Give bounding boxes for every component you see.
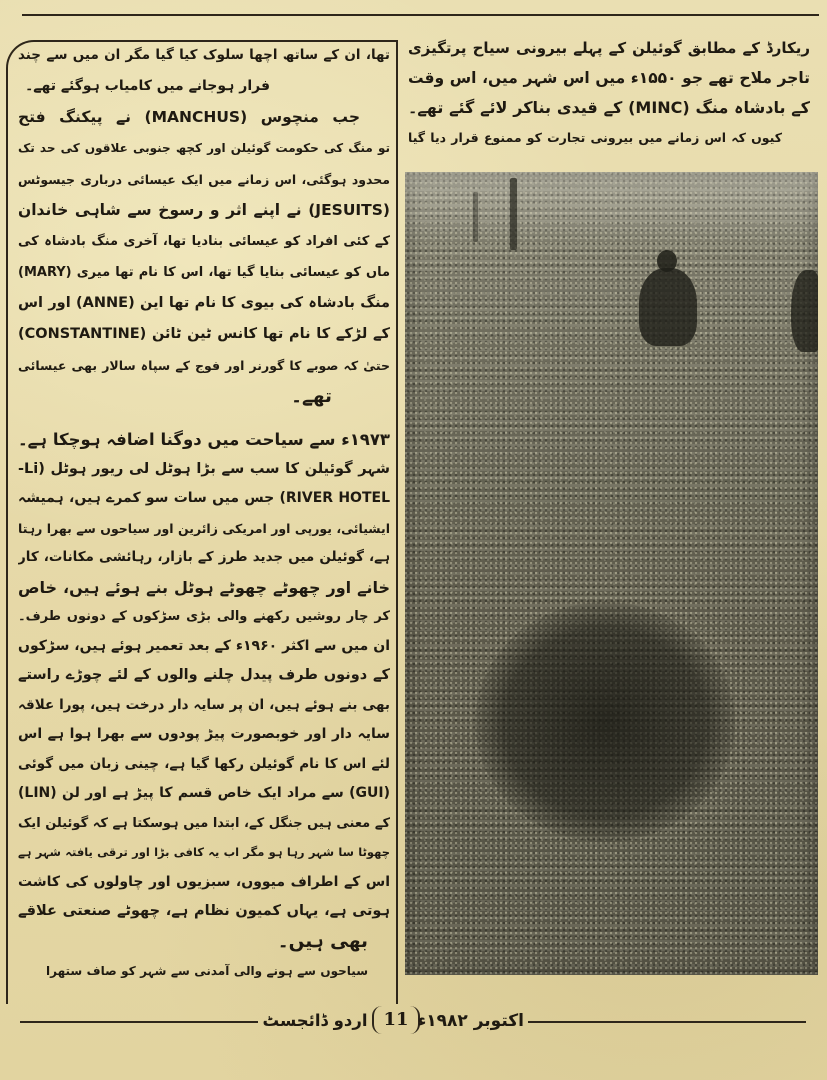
text-line: بھی ہیں۔ <box>277 930 368 952</box>
paragraph <box>18 957 390 987</box>
text-line: فرار ہوجانے میں کامیاب ہوگئے تھے۔ <box>25 78 270 94</box>
text-line: ہے، گوئیلن میں جدید طرز کے بازار، رہائشی مکانات، کار <box>18 549 390 565</box>
page-number: 11 <box>372 1006 420 1034</box>
footer-rule <box>20 1021 258 1023</box>
text-line: لئے اس کا نام گوئیلن رکھا گیا ہے، چینی زبان میں گوئی <box>18 755 390 772</box>
footer-date: اکتوبر ۱۹۸۲ء <box>417 1011 524 1031</box>
text-line: تھے۔ <box>291 386 332 407</box>
text-line: تھا، ان کے ساتھ اچھا سلوک کیا گیا مگر ان میں سے چند <box>18 47 390 63</box>
footer-magazine-name: اردو ڈائجسٹ <box>262 1011 368 1030</box>
photo-background-band <box>405 172 818 242</box>
text-line: ۱۹۷۳ء سے سیاحت میں دوگنا اضافہ ہوچکا ہے۔ <box>18 430 390 449</box>
text-line: خانے اور چھوٹے چھوٹے ہوٹل بنے ہوئے ہیں، خاص <box>18 577 390 597</box>
text-line: ماں کو عیسائی بنایا گیا تھا، اس کا نام تھا میری (MARY) <box>18 265 390 280</box>
paragraph <box>18 102 390 412</box>
right-column <box>408 33 810 153</box>
paragraph <box>18 425 390 956</box>
text-line: شہر گوئیلن کا سب سے بڑا ہوٹل لی ریور ہوٹل (Li- <box>18 460 390 477</box>
text-line: اس کے اطراف میووں، سبزیوں اور چاولوں کی کاشت <box>18 873 390 890</box>
text-line: جب منچوس (MANCHUS) نے پیکنگ فتح <box>18 108 360 126</box>
paragraph <box>18 40 390 102</box>
left-column-block <box>18 40 390 412</box>
tree-trunk <box>510 178 517 250</box>
text-line: سایہ دار اور خوبصورت پیڑ پودوں سے بھرا ہوا ہے اس <box>18 726 390 742</box>
text-line: ایشیائی، یورپی اور امریکی زائرین اور سیاحوں سے بھرا رہتا <box>18 520 390 536</box>
footer-rule <box>528 1021 806 1023</box>
text-line: کر چار روشیں رکھنے والی بڑی سڑکوں کے دونوں طرف۔ <box>18 609 390 624</box>
text-line: منگ بادشاہ کی بیوی کا نام تھا این (ANNE) اور اس <box>18 295 390 311</box>
photo-person-figure <box>635 250 701 348</box>
person-body <box>639 268 697 346</box>
text-line: کے معنی ہیں جنگل کے، ابتدا میں ہوسکتا ہے کہ گوئیلن ایک <box>18 815 390 831</box>
text-line: محدود ہوگئی، اس زمانے میں ایک عیسائی درباری جیسوٹس <box>18 172 390 187</box>
text-line: کے دونوں طرف پیدل چلنے والوں کے لئے چوڑے راستے <box>18 667 390 683</box>
left-column-block <box>18 425 390 956</box>
top-rule <box>22 14 819 16</box>
text-line: کے لڑکے کا نام تھا کانس ٹین ٹائن (CONSTANTINE) <box>18 326 390 342</box>
photo <box>405 172 818 975</box>
text-line: ریکارڈ کے مطابق گوئیلن کے پہلے بیرونی سیاح پرتگیزی <box>408 39 810 57</box>
text-line: چھوٹا سا شہر رہا ہو مگر اب یہ کافی بڑا اور ترقی یافتہ شہر ہے <box>18 845 390 859</box>
text-line: سیاحوں سے ہونے والی آمدنی سے شہر کو صاف ستھرا <box>46 964 368 978</box>
text-line: (GUI) سے مراد ایک خاص قسم کا پیڑ ہے اور لن (LIN) <box>18 785 390 801</box>
photo-shrub <box>475 602 735 842</box>
text-line: تو منگ کی حکومت گوئیلن اور کچھ جنوبی علاقوں کی حد تک <box>18 141 390 155</box>
text-line: کے کئی افراد کو عیسائی بنادیا تھا، آخری منگ بادشاہ کی <box>18 234 390 249</box>
text-line: کیوں کہ اس زمانے میں بیرونی تجارت کو ممنوع قرار دیا گیا <box>408 130 782 145</box>
tree-trunk <box>473 192 478 242</box>
text-line: کے بادشاہ منگ (MINC) کے قیدی بناکر لائے گئے تھے۔ <box>408 98 810 117</box>
text-line: RIVER HOTEL) جس میں سات سو کمرے ہیں، ہمیشہ <box>18 490 390 506</box>
text-line: ہوتی ہے، یہاں کمیون نظام ہے، چھوٹے صنعتی علاقے <box>18 903 390 919</box>
photo-person-figure <box>791 270 818 352</box>
left-column-block <box>18 957 390 987</box>
text-line: تاجر ملاح تھے جو ۱۵۵۰ء میں اس شہر میں، اس وقت <box>408 69 810 87</box>
text-line: بھی بنے ہوئے ہیں، ان پر سایہ دار درخت ہیں، پورا علاقہ <box>18 696 390 713</box>
text-line: حتیٰ کہ صوبے کا گورنر اور فوج کے سپاہ سالار بھی عیسائی <box>18 358 390 373</box>
text-line: (JESUITS) نے اپنے اثر و رسوخ سے شاہی خاندان <box>18 201 390 219</box>
text-line: ان میں سے اکثر ۱۹۶۰ء کے بعد تعمیر ہوئے ہیں، سڑکوں <box>18 637 390 654</box>
